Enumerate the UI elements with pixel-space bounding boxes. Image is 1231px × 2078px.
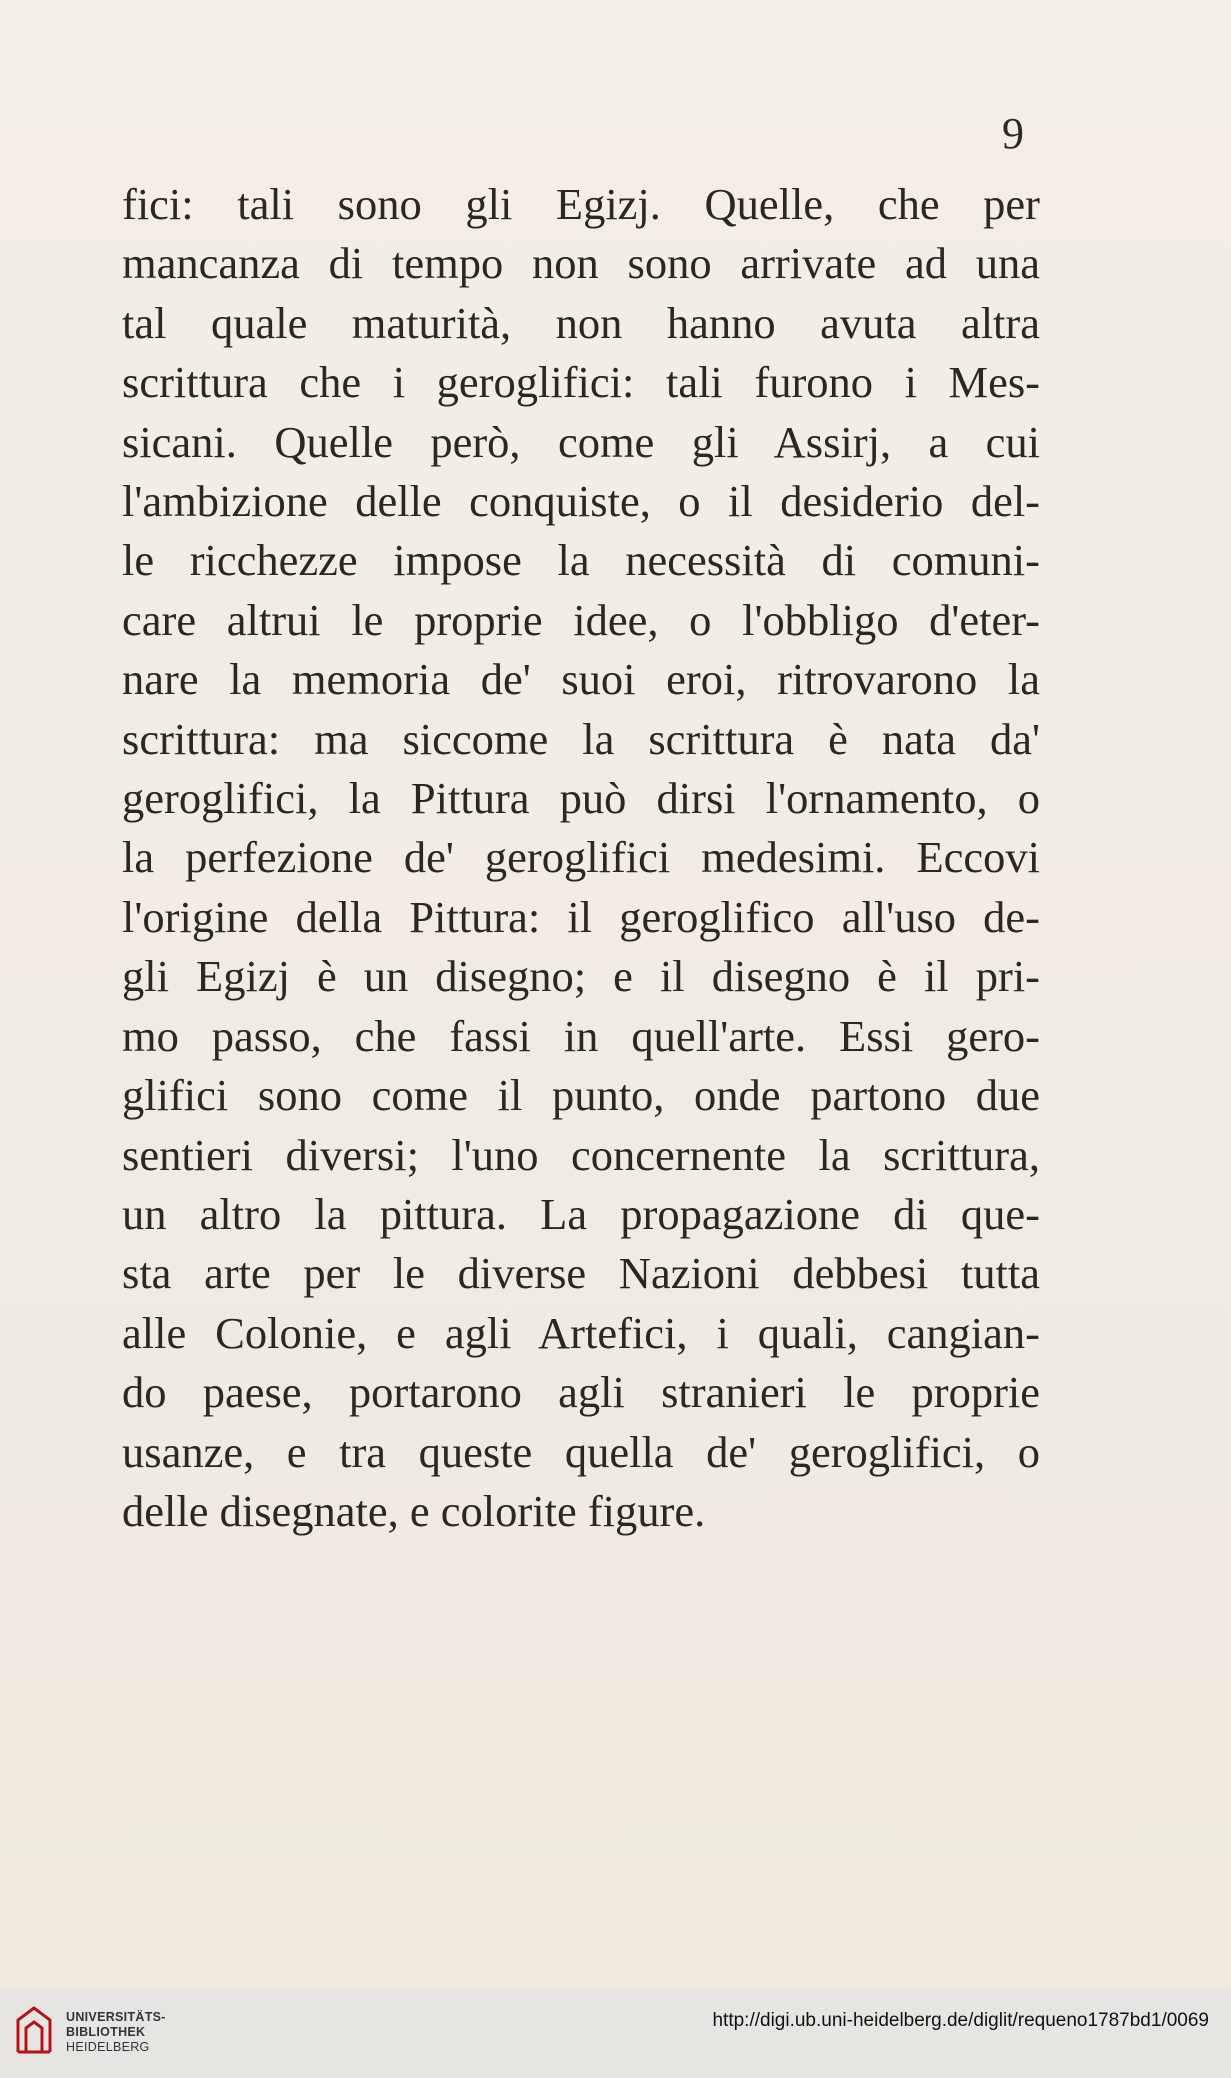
text-line: l'origine della Pittura: il geroglifico all'uso de- — [122, 891, 1040, 942]
library-name — [66, 2010, 166, 2055]
text-line: mo passo, che fassi in quell'arte. Essi gero- — [122, 1010, 1040, 1061]
text-line: l'ambizione delle conquiste, o il desiderio del- — [122, 476, 1040, 527]
text-line: delle disegnate, e colorite figure. — [122, 1485, 706, 1536]
text-line: tal quale maturità, non hanno avuta altra — [122, 297, 1040, 348]
text-line: nare la memoria de' suoi eroi, ritrovarono la — [122, 654, 1040, 705]
library-name-line: UNIVERSITÄTS- — [66, 2010, 166, 2024]
text-line: le ricchezze impose la necessità di comuni- — [122, 535, 1040, 586]
text-line: sta arte per le diverse Nazioni debbesi tutta — [122, 1248, 1040, 1299]
text-line: gli Egizj è un disegno; e il disegno è il pri- — [122, 951, 1040, 1002]
library-name-line: HEIDELBERG — [66, 2040, 150, 2054]
text-line: sentieri diversi; l'uno concernente la scrittura, — [122, 1129, 1040, 1180]
source-url-link[interactable]: http://digi.ub.uni-heidelberg.de/diglit/requeno1787bd1/0069 — [712, 2010, 1209, 2031]
text-line: fici: tali sono gli Egizj. Quelle, che per — [122, 179, 1040, 229]
text-line: scrittura: ma siccome la scrittura è nata da' — [122, 713, 1040, 764]
text-line: alle Colonie, e agli Artefici, i quali, cangian- — [122, 1307, 1040, 1358]
text-line: la perfezione de' geroglifici medesimi. Eccovi — [122, 832, 1040, 883]
text-line: geroglifici, la Pittura può dirsi l'ornamento, o — [122, 773, 1040, 824]
text-line: mancanza di tempo non sono arrivate ad una — [122, 238, 1040, 289]
page-number: 9 — [1002, 109, 1024, 158]
text-line: glifici sono come il punto, onde partono due — [122, 1070, 1040, 1121]
text-line: scrittura che i geroglifici: tali furono i Mes- — [122, 357, 1040, 408]
text-line: usanze, e tra queste quella de' geroglifici, o — [122, 1426, 1040, 1477]
text-line: sicani. Quelle però, come gli Assirj, a cui — [122, 416, 1040, 467]
university-library-logo-icon — [14, 2002, 54, 2056]
text-line: un altro la pittura. La propagazione di que- — [122, 1188, 1040, 1239]
body-text — [122, 175, 1040, 1541]
library-name-line: BIBLIOTHEK — [66, 2025, 146, 2039]
text-line: do paese, portarono agli stranieri le proprie — [122, 1367, 1040, 1418]
footer-bar — [0, 1988, 1231, 2078]
text-line: care altrui le proprie idee, o l'obbligo d'eter- — [122, 594, 1040, 645]
